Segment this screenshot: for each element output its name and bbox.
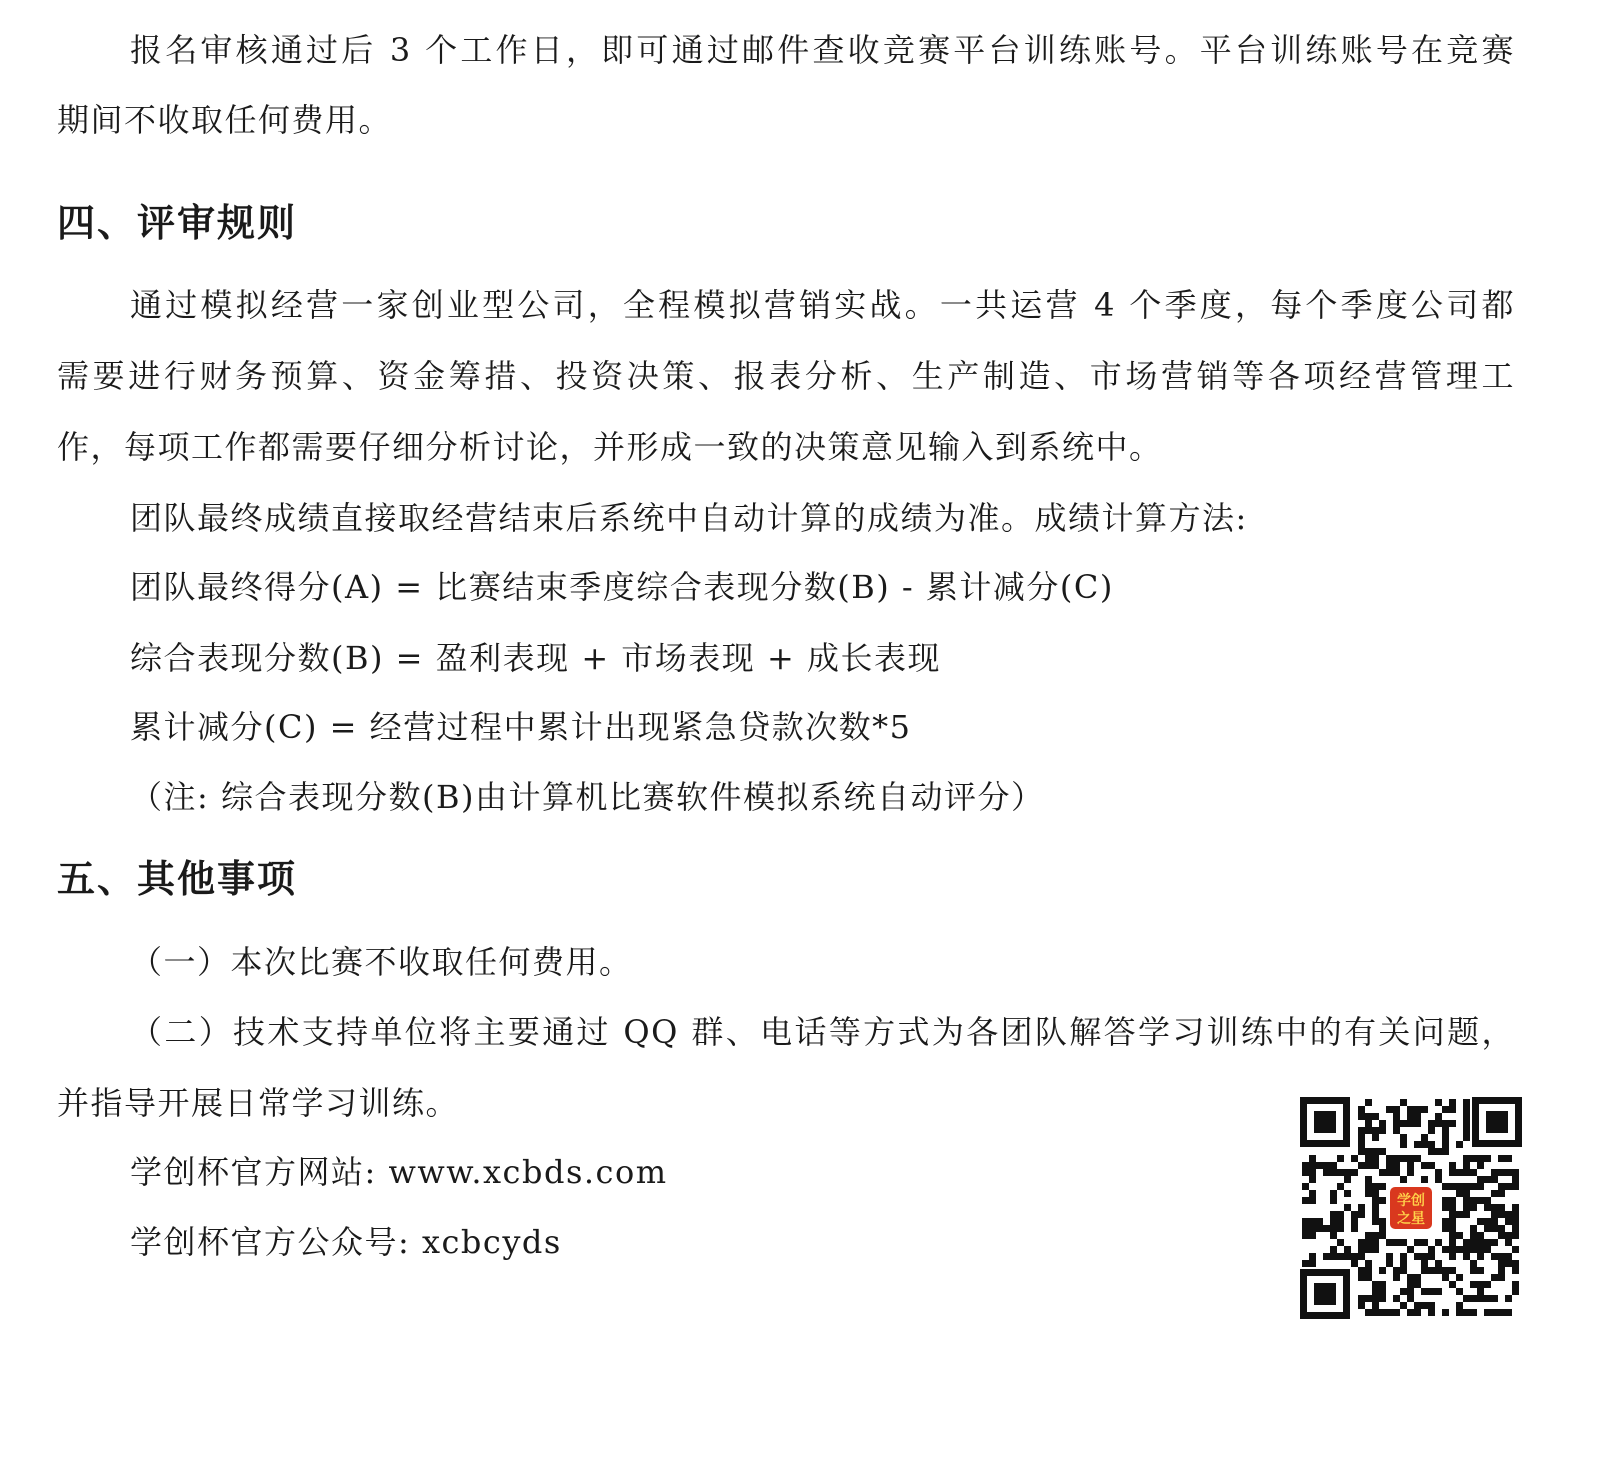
qr-code-graphic xyxy=(1300,1097,1522,1319)
official-wechat-account: 学创杯官方公众号: xcbcyds xyxy=(130,1223,562,1261)
section5-item1: （一）本次比赛不收取任何费用。 xyxy=(130,943,633,981)
svg-text:学创: 学创 xyxy=(1397,1193,1425,1209)
formula-a: 团队最终得分(A) = 比赛结束季度综合表现分数(B) - 累计减分(C) xyxy=(130,568,1114,606)
section5-heading: 五、其他事项 xyxy=(57,857,298,901)
svg-text:之星: 之星 xyxy=(1397,1211,1425,1227)
section5-item2-line2: 并指导开展日常学习训练。 xyxy=(57,1084,460,1122)
section3-tail-line1: 报名审核通过后 3 个工作日，即可通过邮件查收竞赛平台训练账号。平台训练账号在竞赛 xyxy=(130,31,1515,69)
qr-center-logo-icon xyxy=(1386,1183,1436,1233)
qr-code xyxy=(1300,1097,1522,1319)
section4-p1-line2: 需要进行财务预算、资金筹措、投资决策、报表分析、生产制造、市场营销等各项经营管理工 xyxy=(57,357,1515,395)
official-website: 学创杯官方网站: www.xcbds.com xyxy=(130,1153,668,1191)
formula-c: 累计减分(C) = 经营过程中累计出现紧急贷款次数*5 xyxy=(130,708,912,746)
formula-note: （注: 综合表现分数(B)由计算机比赛软件模拟系统自动评分） xyxy=(130,778,1045,816)
formula-b: 综合表现分数(B) = 盈利表现 + 市场表现 + 成长表现 xyxy=(130,639,941,677)
section5-item2-line1: （二）技术支持单位将主要通过 QQ 群、电话等方式为各团队解答学习训练中的有关问题， xyxy=(130,1013,1515,1051)
section4-p1-line3: 作，每项工作都需要仔细分析讨论，并形成一致的决策意见输入到系统中。 xyxy=(57,428,1163,466)
section4-p1-line1: 通过模拟经营一家创业型公司，全程模拟营销实战。一共运营 4 个季度，每个季度公司都 xyxy=(130,286,1515,324)
section4-p2: 团队最终成绩直接取经营结束后系统中自动计算的成绩为准。成绩计算方法: xyxy=(130,499,1248,537)
section4-heading: 四、评审规则 xyxy=(57,201,298,245)
section3-tail-line2: 期间不收取任何费用。 xyxy=(57,101,393,139)
